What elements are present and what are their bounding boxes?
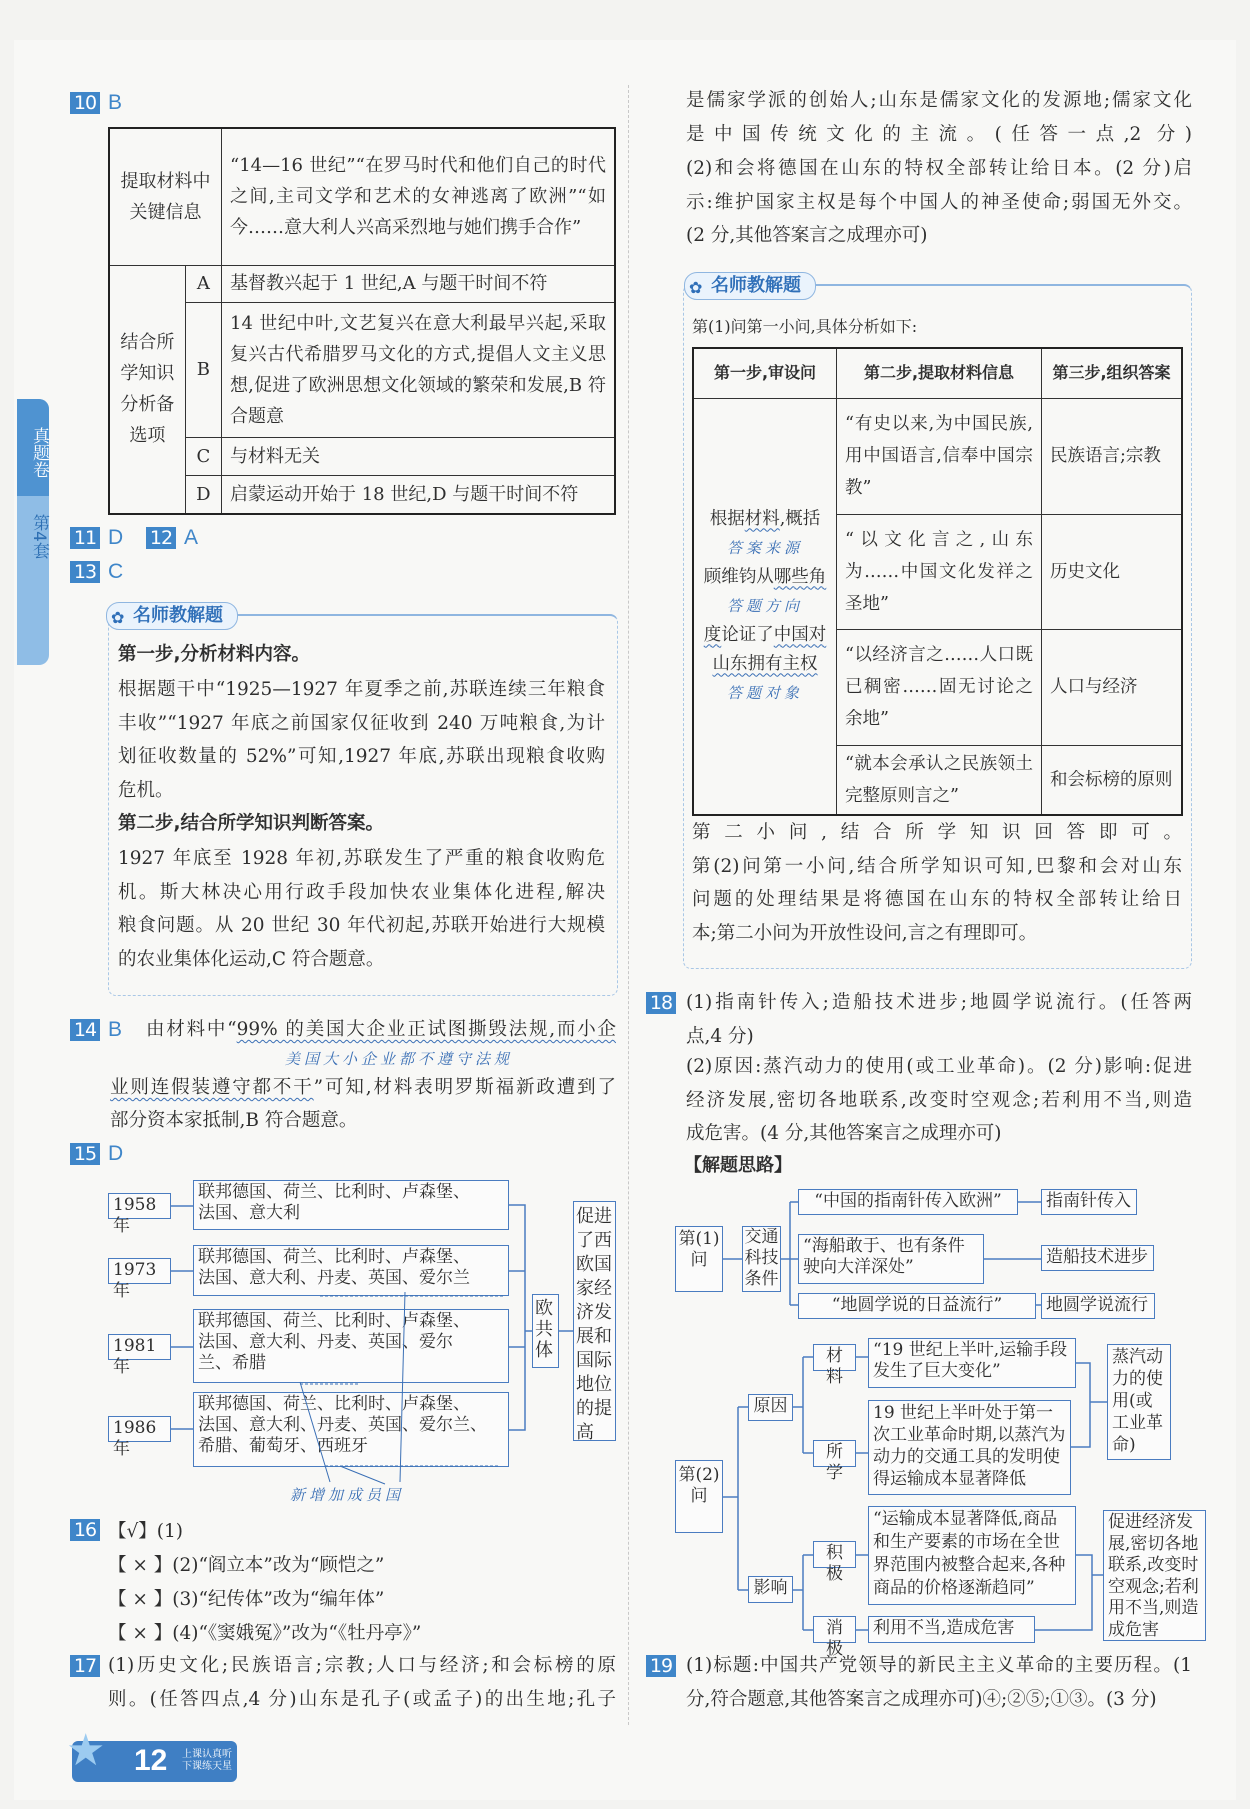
text-line: 则。(任答四点,4 分)山东是孔子(或孟子)的出生地;孔子	[108, 1688, 616, 1710]
year-box: 1986年	[108, 1416, 171, 1442]
box-title-text: 名师教解题	[133, 605, 223, 626]
answer-11: D	[108, 526, 124, 549]
text-line: 成危害。(4 分,其他答案言之成理亦可)	[686, 1123, 1002, 1145]
text-line: (1)指南针传入;造船技术进步;地圆学说流行。(任答两	[686, 992, 1192, 1013]
answer-13: C	[108, 560, 124, 583]
text-line: 法国、意大利、丹麦、英国、爱尔兰	[198, 1268, 470, 1288]
question-number-17: 17	[70, 1655, 100, 1677]
cause-result-box: 蒸汽动力的使用(或工业革命)	[1107, 1344, 1171, 1460]
text-line: 法国、意大利、丹麦、英国、爱尔兰、	[198, 1415, 487, 1435]
thinking-title: 【解题思路】	[684, 1155, 792, 1176]
q14-text: ”可知,材料表明罗斯福新政遭到了	[313, 1077, 616, 1098]
text-line: 粮食问题。从 20 世纪 30 年代初起,苏联开始进行大规模	[118, 915, 605, 937]
slogan-line: 上课认真听	[182, 1749, 232, 1760]
q14-line-3: 部分资本家抵制,B 符合题意。	[110, 1110, 358, 1131]
question-number-14: 14	[70, 1019, 100, 1041]
option-letter: C	[185, 437, 221, 475]
step2-title: 第二步,结合所学知识判断答案。	[118, 813, 385, 834]
column-divider	[628, 85, 629, 1725]
answer-14: B	[108, 1018, 123, 1041]
text-line: 本;第二小问为开放性设问,言之有理即可。	[692, 922, 1038, 944]
q14-text: 由材料中“	[146, 1019, 237, 1040]
footer-slogan	[182, 1749, 232, 1773]
material-box: 材料	[813, 1344, 856, 1371]
text-line: 联邦德国、荷兰、比利时、卢森堡、	[198, 1182, 470, 1202]
text: 顾维钧从	[703, 566, 774, 587]
answer-cell: 和会标榜的原则	[1042, 745, 1183, 815]
handwritten-note: 答案来源	[726, 538, 803, 557]
result-box: 地圆学说流行	[1041, 1293, 1155, 1319]
text: 论证了	[721, 624, 774, 645]
text-line: 【 × 】(4)“《窦娥冤》”改为“《牡丹亭》”	[108, 1623, 422, 1644]
text: 根据	[709, 508, 745, 529]
year-box: 1981年	[108, 1334, 171, 1360]
effect-result-box: 促进经济发展,密切各地联系,改变时空观念;若利用不当,则造成危害	[1103, 1510, 1206, 1641]
answer-cell: 民族语言;宗教	[1042, 398, 1183, 514]
text-line: (2 分,其他答案言之成理亦可)	[686, 225, 928, 247]
text-line: 经济发展,密切各地联系,改变时空观念;若利用不当,则造	[686, 1089, 1192, 1111]
diagram-root: 第(2)问	[675, 1460, 723, 1533]
info-cell: “就本会承认之民族领土完整原则言之”	[837, 745, 1042, 815]
text-line: 联邦德国、荷兰、比利时、卢森堡、	[198, 1394, 470, 1414]
q14-line-1	[146, 1013, 616, 1046]
q14-line-2	[110, 1071, 616, 1104]
question-number-12: 12	[146, 527, 176, 549]
underlined-text: 哪些角	[773, 566, 827, 587]
answer-12: A	[184, 526, 199, 549]
q14-underlined-quote: 业则连假装遵守都不干	[110, 1077, 314, 1098]
result-box: 指南针传入	[1041, 1189, 1137, 1215]
q16-items	[108, 1515, 421, 1651]
text: ,概括	[779, 508, 821, 529]
info-cell: “有史以来,为中国民族,用中国语言,信奉中国宗教”	[837, 398, 1042, 514]
underlined-text: 度	[703, 624, 722, 645]
handwritten-note: 答题方向	[726, 596, 803, 615]
option-letter: B	[185, 302, 221, 437]
underlined-text: 材料	[744, 508, 780, 529]
positive-text-box: “运输成本显著降低,商品和生产要素的市场在全世界范围内被整合起来,各种商品的价格逐渐趋同”	[868, 1506, 1076, 1605]
teacher-icon: ✿	[689, 278, 703, 297]
side-tab	[17, 399, 49, 665]
text-line: 丰收”“1927 年底之前国家仅征收到 240 万吨粮食,为计	[118, 712, 605, 734]
diagram-root: 第(1)问	[675, 1226, 723, 1292]
q19-paragraph	[686, 1649, 1192, 1716]
text-line: 【 × 】(3)“纪传体”改为“编年体”	[108, 1589, 385, 1610]
result-box: 造船技术进步	[1041, 1245, 1154, 1271]
cause-box: 原因	[748, 1394, 793, 1421]
box-after-text	[692, 816, 1182, 950]
step1-paragraph	[118, 673, 605, 807]
members-box	[193, 1392, 509, 1467]
option-letter: A	[185, 265, 221, 302]
side-tab-bottom: 第4套	[29, 514, 49, 559]
page-number: 12	[134, 1744, 168, 1777]
text-line: 点,4 分)	[686, 1025, 754, 1047]
negative-box: 消极	[813, 1616, 856, 1643]
text-line: 兰、希腊	[198, 1353, 266, 1373]
q17-part2	[686, 152, 1192, 253]
text-line: 联邦德国、荷兰、比利时、卢森堡、	[198, 1247, 470, 1267]
answer-10: B	[108, 91, 123, 114]
material-text-box: “19 世纪上半叶,运输手段发生了巨大变化”	[868, 1338, 1076, 1388]
text-line: 是中国传统文化的主流。(任答一点,2 分)	[686, 123, 1192, 145]
quote-box: “地圆学说的日益流行”	[798, 1293, 1036, 1319]
option-letter: D	[185, 475, 221, 514]
text-line: (1)标题:中国共产党领导的新民主主义革命的主要历程。(1	[686, 1655, 1192, 1676]
key-info-label: 提取材料中关键信息	[109, 128, 222, 265]
negative-text-box: 利用不当,造成危害	[868, 1616, 1035, 1643]
text-line: 问题的处理结果是将德国在山东的特权全部转让给日	[692, 889, 1182, 911]
side-tab-top: 真题卷	[17, 399, 49, 496]
text-line: 希腊、葡萄牙、西班牙	[198, 1436, 368, 1456]
question-number-18: 18	[646, 992, 676, 1014]
q17-analysis-table	[692, 347, 1183, 816]
text-line: 机。斯大林决心用行政手段加快农业集体化进程,解决	[118, 881, 605, 903]
teacher-explanation-title	[106, 602, 238, 630]
q14-handwritten-note: 美国大小企业都不遵守法规	[285, 1050, 514, 1068]
quote-box: “海船敢于、也有条件驶向大洋深处”	[798, 1234, 984, 1284]
text-line: 法国、意大利、丹麦、英国、爱尔	[198, 1332, 453, 1352]
text-line: (2)原因:蒸汽动力的使用(或工业革命)。(2 分)影响:促进	[686, 1056, 1192, 1077]
answer-cell: 人口与经济	[1042, 629, 1183, 745]
box-title-text: 名师教解题	[711, 275, 801, 296]
quote-box: “中国的指南针传入欧洲”	[798, 1189, 1018, 1215]
members-box	[193, 1245, 509, 1296]
ec-box: 欧共体	[532, 1294, 559, 1368]
text-line: (1)历史文化;民族语言;宗教;人口与经济;和会标榜的原	[108, 1655, 616, 1676]
text-line: (2)和会将德国在山东的特权全部转让给日本。(2 分)启	[686, 158, 1192, 179]
question-number-16: 16	[70, 1519, 100, 1541]
star-logo-icon: ★	[66, 1725, 106, 1776]
text-line: 【 × 】(2)“阎立本”改为“顾恺之”	[108, 1555, 385, 1576]
step1-cell	[693, 398, 837, 815]
option-text: 14 世纪中叶,文艺复兴在意大利最早兴起,采取复兴古代希腊罗马文化的方式,提倡人文主义思想,促进了欧洲思想文化领域的繁荣和发展,B 符合题意	[222, 302, 616, 437]
learned-box: 所学	[813, 1440, 856, 1467]
step2-paragraph	[118, 842, 605, 976]
underlined-text: 山东拥有主权	[712, 653, 818, 674]
table-header: 第二步,提取材料信息	[837, 348, 1042, 398]
members-box	[193, 1309, 509, 1383]
info-cell: “以经济言之……人口既已稠密……固无讨论之余地”	[837, 629, 1042, 745]
text-line: 第二小问,结合所学知识回答即可。	[692, 822, 1182, 843]
text-line: 联邦德国、荷兰、比利时、卢森堡、	[198, 1311, 470, 1331]
step1-line	[698, 621, 832, 650]
result-box: 促进了西欧国家经济发展和国际地位的提高	[573, 1201, 616, 1441]
year-box: 1973年	[108, 1258, 171, 1284]
q15-handwritten-note: 新增加成员国	[290, 1486, 405, 1504]
question-number-13: 13	[70, 561, 100, 583]
question-number-19: 19	[646, 1655, 676, 1677]
step1-title: 第一步,分析材料内容。	[118, 644, 311, 665]
text-line: 危机。	[118, 779, 174, 801]
q18-part1	[686, 986, 1192, 1053]
q14-underlined-quote: 99% 的美国大企业正试图撕毁法规,而小企	[236, 1019, 616, 1040]
question-number-15: 15	[70, 1143, 100, 1165]
q17-paragraph	[108, 1649, 616, 1716]
page-footer-badge	[66, 1725, 237, 1782]
q18-part2	[686, 1050, 1192, 1151]
answer-cell: 历史文化	[1042, 514, 1183, 629]
text-line: 第(2)问第一小问,结合所学知识可知,巴黎和会对山东	[692, 855, 1182, 877]
text-line: 是儒家学派的创始人;山东是儒家文化的发源地;儒家文化	[686, 90, 1192, 111]
table-header: 第三步,组织答案	[1042, 348, 1183, 398]
teacher-icon: ✿	[111, 608, 125, 627]
effect-box: 影响	[748, 1576, 793, 1603]
step1-line	[698, 505, 832, 534]
underlined-text: 中国对	[773, 624, 827, 645]
text-line: 根据题干中“1925—1927 年夏季之前,苏联连续三年粮食	[118, 679, 605, 700]
teacher-explanation-title	[684, 272, 816, 300]
option-text: 与材料无关	[222, 437, 616, 475]
q10-analysis-table	[108, 127, 616, 515]
text-line: 的农业集体化运动,C 符合题意。	[118, 948, 385, 970]
box-intro: 第(1)问第一小问,具体分析如下:	[692, 317, 918, 336]
members-box	[193, 1180, 509, 1230]
table-header: 第一步,审设问	[693, 348, 837, 398]
option-text: 启蒙运动开始于 18 世纪,D 与题干时间不符	[222, 475, 616, 514]
info-cell: “以文化言之,山东为……中国文化发祥之圣地”	[837, 514, 1042, 629]
analysis-label: 结合所学知识分析备选项	[109, 265, 185, 514]
year-box: 1958年	[108, 1193, 171, 1219]
learned-text-box: 19 世纪上半叶处于第一次工业革命时期,以蒸汽为动力的交通工具的发明使得运输成本显著降低	[868, 1400, 1071, 1495]
text-line: 【√】(1)	[108, 1521, 183, 1542]
option-text: 基督教兴起于 1 世纪,A 与题干时间不符	[222, 265, 616, 302]
question-number-10: 10	[70, 92, 100, 114]
handwritten-note: 答题对象	[726, 683, 803, 702]
diagram-category: 交通科技条件	[742, 1226, 781, 1292]
positive-box: 积极	[813, 1541, 856, 1568]
text-line: 法国、意大利	[198, 1203, 300, 1223]
step1-line	[698, 563, 832, 592]
text-line: 划征收数量的 52%”可知,1927 年底,苏联出现粮食收购	[118, 746, 605, 768]
question-number-11: 11	[70, 527, 100, 549]
text-line: 分,符合题意,其他答案言之成理亦可)④;②⑤;①③。(3 分)	[686, 1688, 1157, 1710]
q17-continued	[686, 84, 1192, 151]
text-line: 1927 年底至 1928 年初,苏联发生了严重的粮食收购危	[118, 848, 605, 869]
key-info-text: “14—16 世纪”“在罗马时代和他们自己的时代之间,主司文学和艺术的女神逃离了欧洲”“如今……意大利人兴高采烈地与她们携手合作”	[222, 128, 616, 265]
answer-15: D	[108, 1142, 124, 1165]
text-line: 示:维护国家主权是每个中国人的神圣使命;弱国无外交。	[686, 191, 1192, 213]
slogan-line: 下课练天星	[182, 1761, 232, 1772]
